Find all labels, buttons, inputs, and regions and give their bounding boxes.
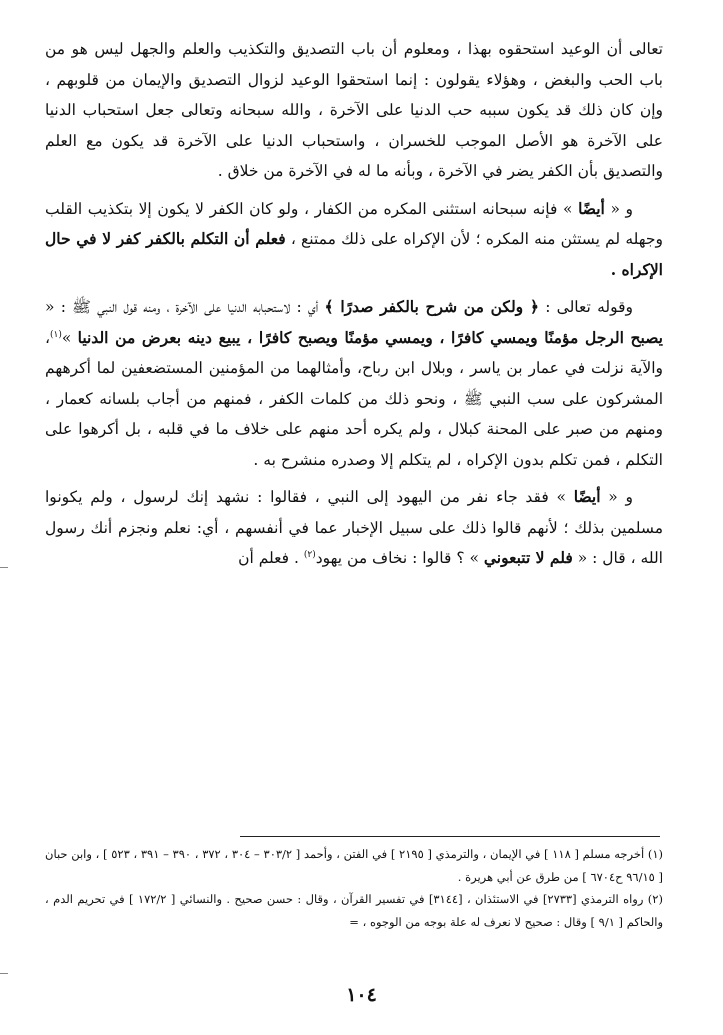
footnotes [45,843,663,933]
text-run: . فعلم أن [238,549,304,567]
quran-quote: ﴿ ولكن من شرح بالكفر صدرًا ﴾ [324,297,539,316]
text-run: » ؟ قالوا : نخاف من يهود [315,549,484,567]
paragraph-4 [45,482,663,574]
footnote-ref[interactable]: (٢) [303,549,316,560]
footnote-ref[interactable]: (١) [50,329,62,340]
page-number: ١٠٤ [346,984,377,1006]
text-run: أي : لاستحبابه الدنيا على الآخرة ، ومنه قول النبي ﷺ : « [45,298,325,316]
margin-mark [0,973,8,974]
text-run: و « [600,488,633,506]
text-run: » فإنه سبحانه استثنى المكره من الكفار ، ولو كان الكفر لا يكون إلا بتكذيب القلب وجهله لم يستثن منه المكره ؛ لأن الإكراه على ذلك ممتنع ، [45,199,663,248]
text-run: وقوله تعالى : [538,298,633,316]
text-run: » فقد جاء نفر من اليهود إلى النبي ، فقالوا : نشهد إنك لرسول ، ولم يكونوا مسلمين بذلك ؛ لأنهم قالوا ذلك على سبيل الإخبار عما في أنفسهم ، أي: نعلم ونجزم أنك رسول الله ، قال : « [45,488,663,567]
hadith-quote: فلم لا تتبعوني [483,548,573,567]
main-text [45,34,663,581]
margin-mark [0,567,8,568]
footnote-divider [240,836,660,837]
emphasis: فعلم أن التكلم بالكفر كفر لا في حال الإكراه . [45,229,663,279]
hadith-quote: يصبح الرجل مؤمنًا ويمسي كافرًا ، ويمسي مؤمنًا ويصبح كافرًا ، يبيع دينه بعرض من الدنيا [77,327,663,347]
emphasis: أيضًا [578,198,605,218]
text-run: و « [604,199,633,218]
text-run: » [61,328,78,347]
paragraph-2 [45,194,663,286]
footnote-2: (٢) رواه الترمذي [٢٧٣٣] في الاستئذان ، [٣١٤٤] في تفسير القرآن ، وقال : حسن صحيح . والنسائي [ ١٧٢/٢ ] في تحريم الدم ، والحاكم [ ٩/١ ] وقال : صحيح لا نعرف له علة بوجه من الوجوه ، = [45,892,663,929]
emphasis: أيضًا [573,487,601,506]
footnote-1: (١) أخرجه مسلم [ ١١٨ ] في الإيمان ، والترمذي [ ٢١٩٥ ] في الفتن ، وأحمد [ ٣٠٣/٢ – ٣٠٤ ، ٣٧٢ ، ٣٩٠ – ٣٩١ ، ٥٢٣ ] ، وابن حبان [ ٩٦/١٥ ح٦٧٠٤ ] من طرق عن أبي هريرة . [45,847,664,884]
paragraph-3 [45,292,663,475]
text-run: ، والآية نزلت في عمار بن ياسر ، وبلال ابن رباح، وأمثالهما من المؤمنين المستضعفين لما أكرههم المشركون على سب النبي ﷺ ، ونحو ذلك من كلمات الكفر ، فمنهم من أجاب بلسانه كعمار ، ومنهم من صبر على المحنة كبلال ، ولم يكره أحد منهم على خلاف ما في قلبه ، بل أكرهوا على التكلم ، فمن تكلم بدون الإكراه ، لم يتكلم إلا وصدره منشرح به . [45,328,663,469]
paragraph-1: تعالى أن الوعيد استحقوه بهذا ، ومعلوم أن باب التصديق والتكذيب والعلم والجهل ليس هو من باب الحب والبغض ، وهؤلاء يقولون : إنما استحقوا الوعيد لزوال التصديق والإيمان من قلوبهم ، وإن كان ذلك قد يكون سببه حب الدنيا على الآخرة ، والله سبحانه وتعالى جعل استحباب الدنيا على الآخرة هو الأصل الموجب للخسران ، واستحباب الدنيا على الآخرة قد يكون مع العلم والتصديق بأن الكفر يضر في الآخرة ، وبأنه ما له في الآخرة من خلاق . [45,40,663,180]
